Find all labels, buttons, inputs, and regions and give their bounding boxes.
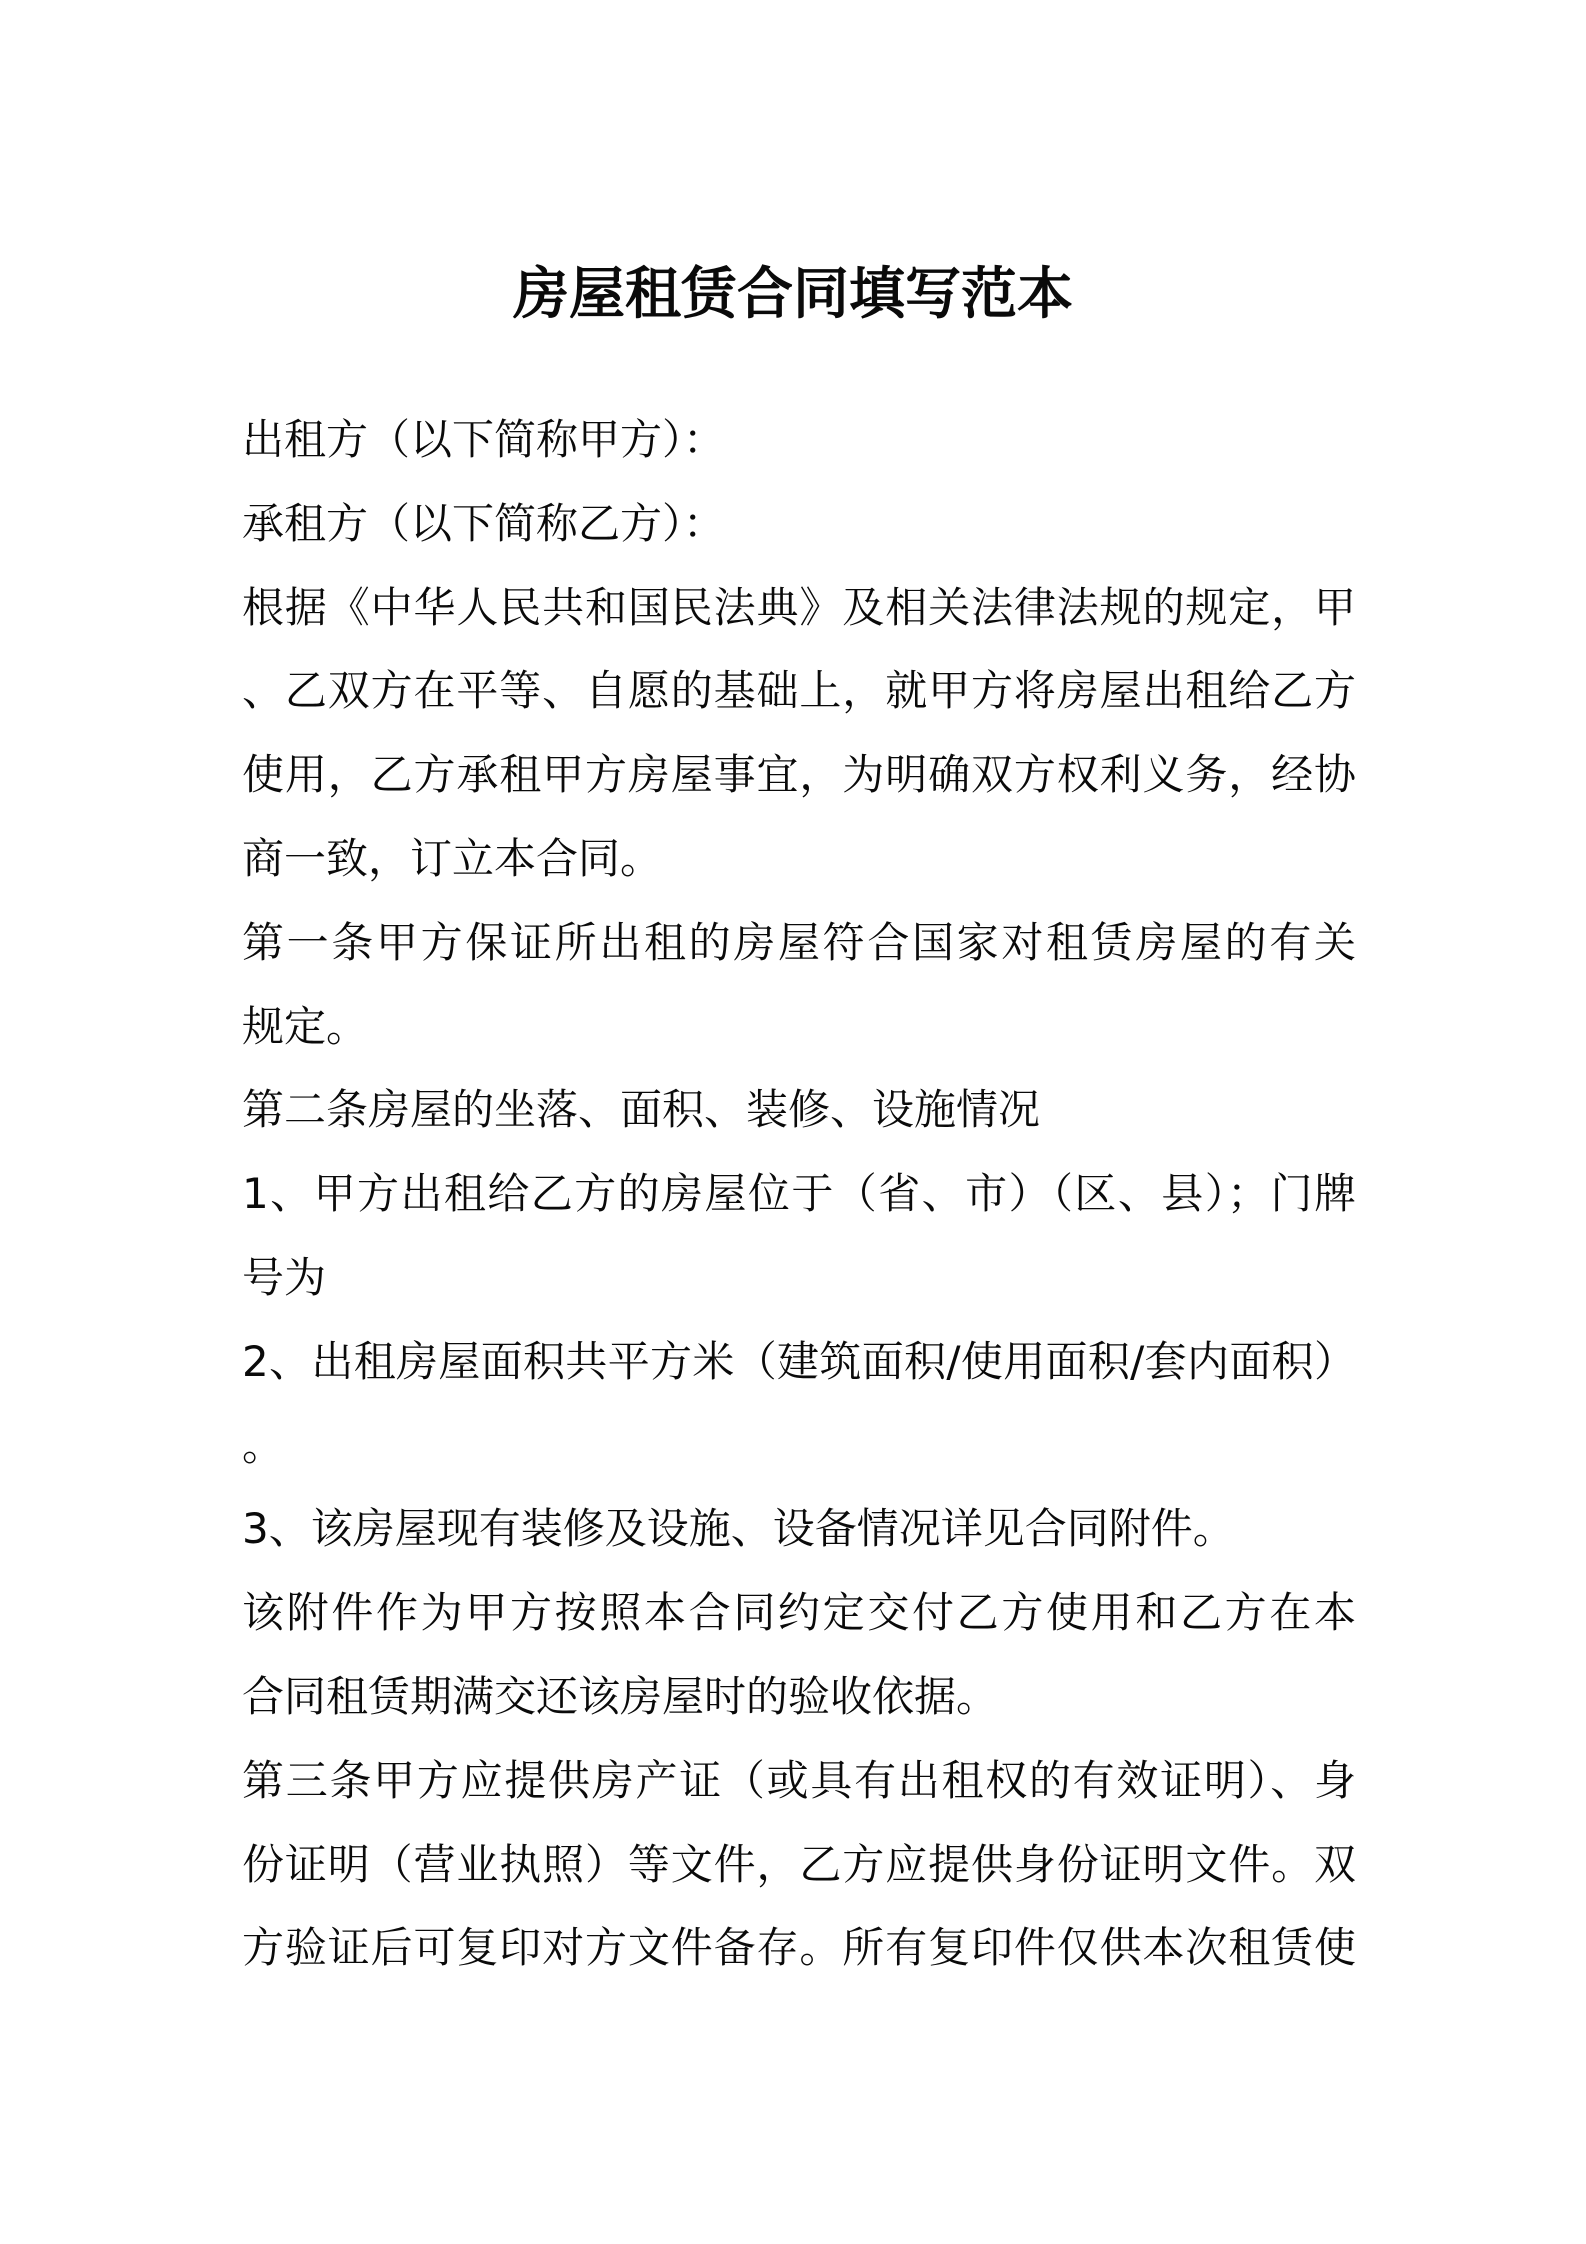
- preamble-line-3: 使用，乙方承租甲方房屋事宜，为明确双方权利义务，经协: [242, 750, 1356, 800]
- article-2-item-1-line-1: 1、甲方出租给乙方的房屋位于（省、市）（区、县）；门牌: [242, 1169, 1356, 1219]
- article-1-line-1: 第一条甲方保证所出租的房屋符合国家对租赁房屋的有关: [242, 917, 1356, 967]
- lessee-line: 承租方（以下简称乙方）：: [242, 498, 726, 548]
- article-2-item-2-line-1: 2、出租房屋面积共平方米（建筑面积/使用面积/套内面积）: [242, 1336, 1356, 1386]
- article-2-item-1-line-2: 号为: [242, 1252, 327, 1302]
- lessor-line: 出租方（以下简称甲方）：: [242, 415, 726, 464]
- article-2-item-2-line-2: 。: [242, 1420, 285, 1470]
- article-2-item-3: 3、该房屋现有装修及设施、设备情况详见合同附件。: [242, 1504, 1235, 1554]
- article-3-line-2: 份证明（营业执照）等文件，乙方应提供身份证明文件。双: [242, 1839, 1356, 1889]
- article-2-heading: 第二条房屋的坐落、面积、装修、设施情况: [242, 1085, 1041, 1135]
- attachment-note-line-1: 该附件作为甲方按照本合同约定交付乙方使用和乙方在本: [242, 1588, 1356, 1638]
- article-3-line-1: 第三条甲方应提供房产证（或具有出租权的有效证明）、身: [242, 1755, 1356, 1805]
- attachment-note-line-2: 合同租赁期满交还该房屋时的验收依据。: [242, 1671, 999, 1721]
- article-3-line-3: 方验证后可复印对方文件备存。所有复印件仅供本次租赁使: [242, 1923, 1356, 1973]
- document-body: [242, 398, 1356, 1990]
- preamble-line-2: 、乙双方在平等、自愿的基础上，就甲方将房屋出租给乙方: [242, 666, 1356, 716]
- preamble-line-1: 根据《中华人民共和国民法典》及相关法律法规的规定，甲: [242, 582, 1356, 632]
- article-1-line-2: 规定。: [242, 1001, 369, 1051]
- preamble-line-4: 商一致，订立本合同。: [242, 833, 663, 883]
- document-title: 房屋租赁合同填写范本: [513, 262, 1073, 327]
